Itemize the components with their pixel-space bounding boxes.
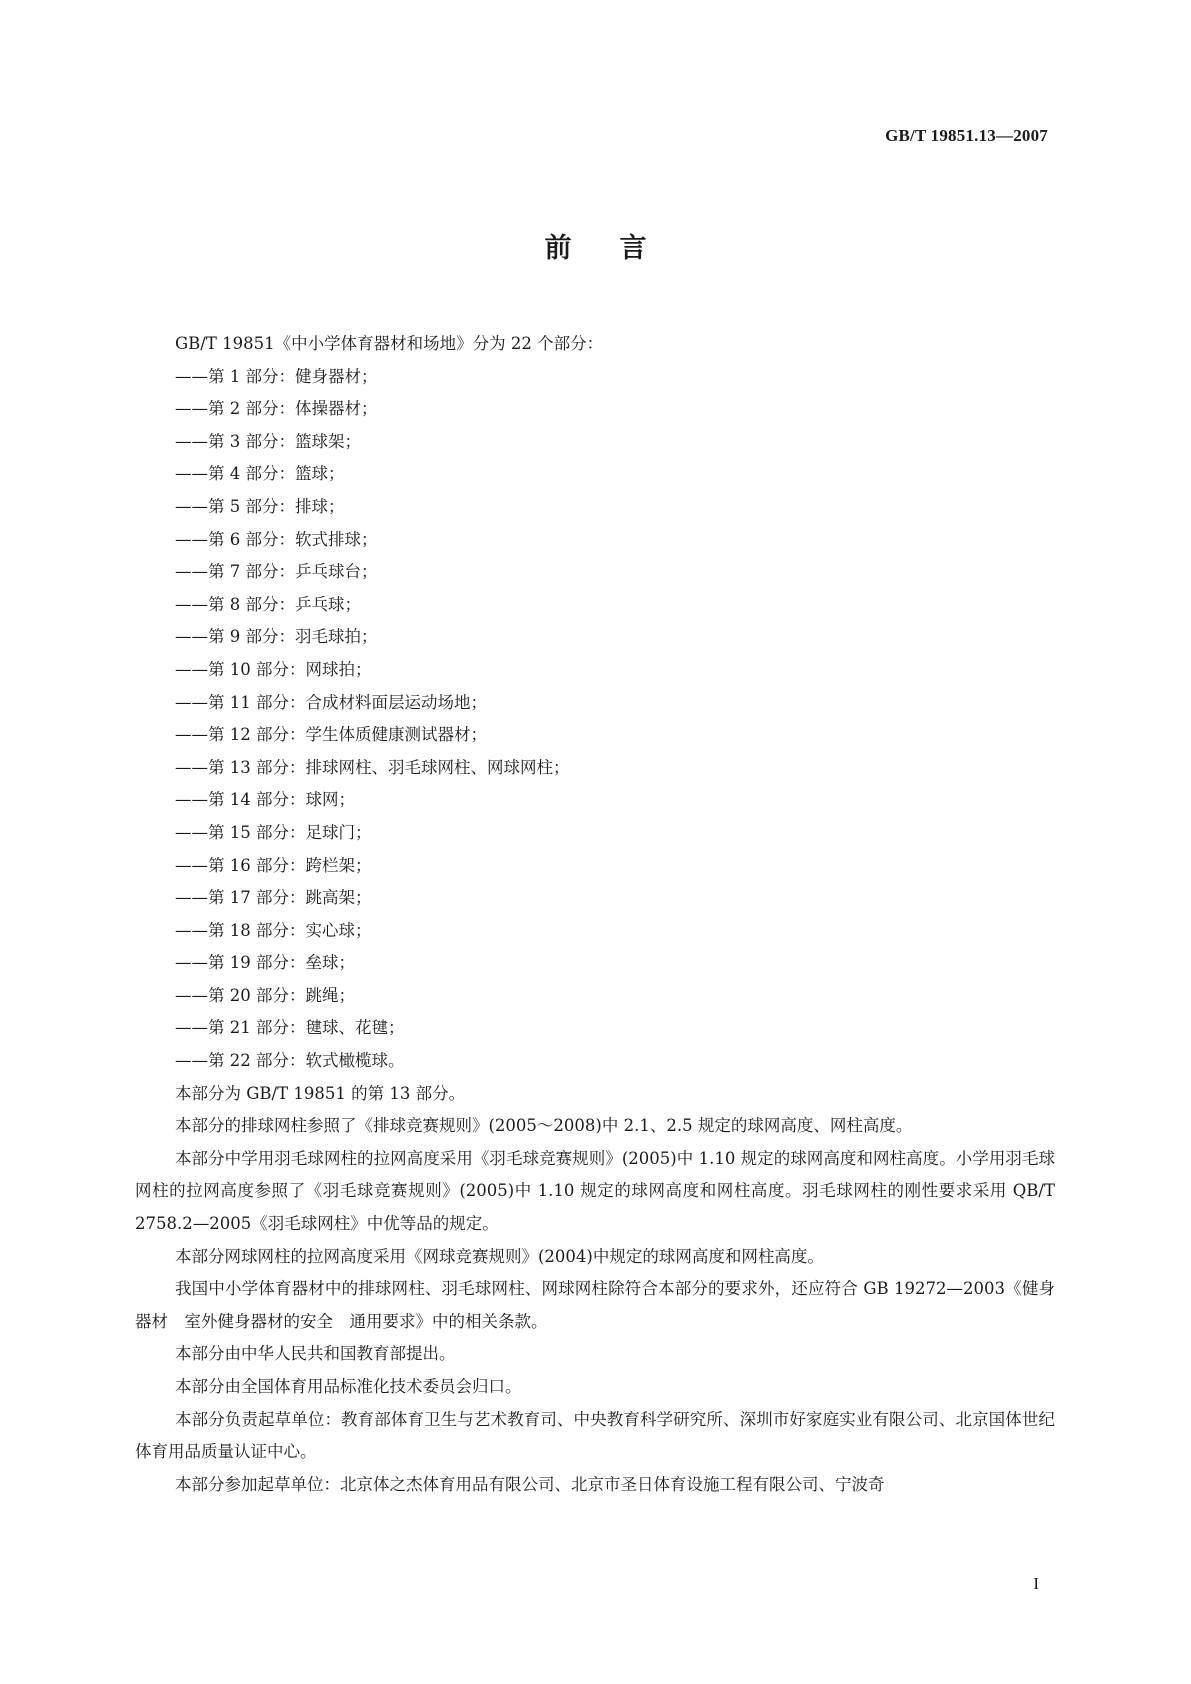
part-item: ——第 3 部分：篮球架； xyxy=(175,431,361,451)
part-item: ——第 16 部分：跨栏架； xyxy=(175,855,372,875)
paragraph: 我国中小学体育器材中的排球网柱、羽毛球网柱、网球网柱除符合本部分的要求外，还应符合 GB 19272—2003《健身器材 室外健身器材的安全 通用要求》中的相关条款。 xyxy=(135,1279,1055,1331)
foreword-body xyxy=(135,328,1055,1501)
part-item: ——第 22 部分：软式橄榄球。 xyxy=(175,1051,405,1071)
part-item: ——第 2 部分：体操器材； xyxy=(175,399,378,419)
page-number: I xyxy=(1033,1574,1039,1593)
part-item: ——第 13 部分：排球网柱、羽毛球网柱、网球网柱； xyxy=(175,757,570,777)
part-item: ——第 10 部分：网球拍； xyxy=(175,659,372,679)
part-item: ——第 5 部分：排球； xyxy=(175,496,345,516)
page-title: 前言 xyxy=(544,233,695,264)
intro-line: GB/T 19851《中小学体育器材和场地》分为 22 个部分： xyxy=(175,334,604,353)
part-item: ——第 18 部分：实心球； xyxy=(175,920,372,940)
part-item: ——第 17 部分：跳高架； xyxy=(175,888,372,908)
paragraph: 本部分为 GB/T 19851 的第 13 部分。 xyxy=(175,1083,466,1103)
part-item: ——第 14 部分：球网； xyxy=(175,790,355,810)
paragraph: 本部分由中华人民共和国教育部提出。 xyxy=(175,1344,456,1364)
paragraph: 本部分的排球网柱参照了《排球竞赛规则》(2005～2008)中 2.1、2.5 规定的球网高度、网柱高度。 xyxy=(175,1116,913,1136)
paragraph: 本部分网球网柱的拉网高度采用《网球竞赛规则》(2004)中规定的球网高度和网柱高度。 xyxy=(175,1246,824,1266)
part-item: ——第 11 部分：合成材料面层运动场地； xyxy=(175,692,487,712)
part-item: ——第 1 部分：健身器材； xyxy=(175,366,378,386)
part-item: ——第 12 部分：学生体质健康测试器材； xyxy=(175,725,487,745)
part-item: ——第 6 部分：软式排球； xyxy=(175,529,378,549)
paragraph: 本部分负责起草单位：教育部体育卫生与艺术教育司、中央教育科学研究所、深圳市好家庭实业有限公司、北京国体世纪体育用品质量认证中心。 xyxy=(135,1409,1055,1462)
parts-list xyxy=(135,361,1055,1078)
part-item: ——第 15 部分：足球门； xyxy=(175,822,372,842)
paragraph: 本部分参加起草单位：北京体之杰体育用品有限公司、北京市圣日体育设施工程有限公司、宁波奇 xyxy=(175,1474,885,1494)
part-item: ——第 4 部分：篮球； xyxy=(175,464,345,484)
part-item: ——第 8 部分：乒乓球； xyxy=(175,594,361,614)
part-item: ——第 19 部分：垒球； xyxy=(175,953,355,973)
part-item: ——第 7 部分：乒乓球台； xyxy=(175,562,378,582)
part-item: ——第 21 部分：毽球、花毽； xyxy=(175,1018,405,1038)
standard-code: GB/T 19851.13—2007 xyxy=(885,126,1048,145)
part-item: ——第 9 部分：羽毛球拍； xyxy=(175,627,378,647)
paragraph: 本部分中学用羽毛球网柱的拉网高度采用《羽毛球竞赛规则》(2005)中 1.10 规定的球网高度和网柱高度。小学用羽毛球网柱的拉网高度参照了《羽毛球竞赛规则》(2005)中 1.10 规定的球网高度和网柱高度。羽毛球网柱的刚性要求采用 QB/T 2758.2—2005《羽毛球网柱》中优等品的规定。 xyxy=(135,1148,1055,1234)
part-item: ——第 20 部分：跳绳； xyxy=(175,985,355,1005)
paragraph: 本部分由全国体育用品标准化技术委员会归口。 xyxy=(175,1377,522,1396)
